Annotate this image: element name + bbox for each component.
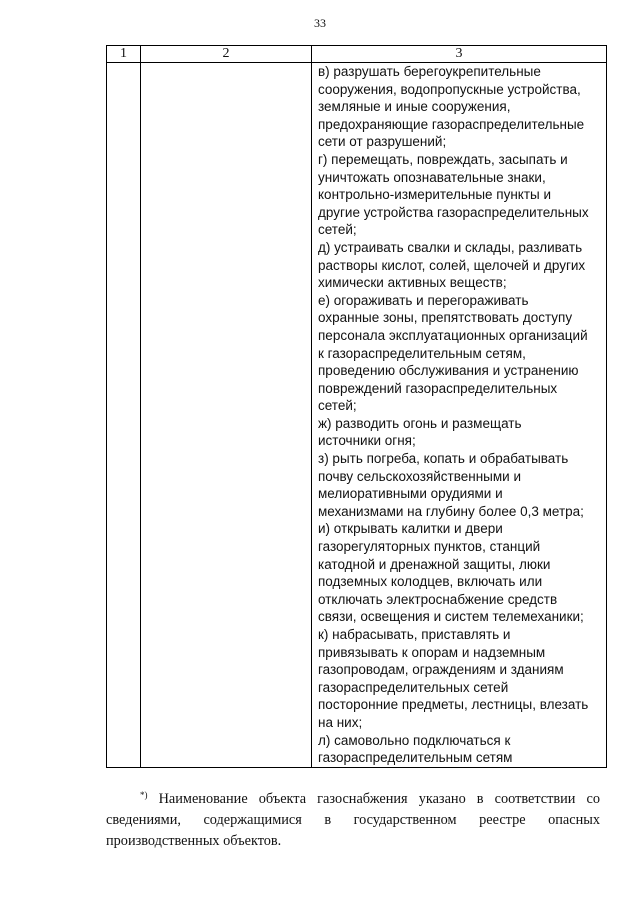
column-header-3: 3 bbox=[312, 46, 607, 63]
text-line: предохраняющие газораспределительные bbox=[318, 116, 585, 132]
column-header-2: 2 bbox=[141, 46, 312, 63]
table-header-row bbox=[107, 46, 607, 63]
text-line: мелиоративными орудиями и bbox=[318, 486, 503, 502]
column-header-1: 1 bbox=[107, 46, 141, 63]
table-cell-col1 bbox=[107, 63, 141, 768]
text-line: охранные зоны, препятствовать доступу bbox=[318, 310, 573, 326]
text-line: катодной и дренажной защиты, люки bbox=[318, 556, 551, 572]
text-line: д) устраивать свалки и склады, разливать bbox=[318, 239, 583, 255]
text-line: персонала эксплуатационных организаций bbox=[318, 327, 588, 343]
footnote-mark: *) bbox=[140, 790, 148, 800]
text-line: сети от разрушений; bbox=[318, 134, 447, 150]
text-line: химически активных веществ; bbox=[318, 275, 507, 291]
text-line: повреждений газораспределительных bbox=[318, 380, 558, 396]
text-line: отключать электроснабжение средств bbox=[318, 591, 558, 607]
text-line: г) перемещать, повреждать, засыпать и bbox=[318, 151, 568, 167]
text-line: з) рыть погреба, копать и обрабатывать bbox=[318, 451, 569, 467]
text-line: почву сельскохозяйственными и bbox=[318, 468, 522, 484]
text-line: подземных колодцев, включать или bbox=[318, 574, 543, 590]
footnote-text-line-3: производственных объектов. bbox=[106, 833, 282, 849]
text-line: сооружения, водопропускные устройства, bbox=[318, 81, 581, 97]
text-line: привязывать к опорам и надземным bbox=[318, 644, 546, 660]
text-line: растворы кислот, солей, щелочей и других bbox=[318, 257, 586, 273]
text-line: на них; bbox=[318, 714, 363, 730]
footnote bbox=[106, 785, 600, 852]
text-line: источники огня; bbox=[318, 433, 416, 449]
text-line: к) набрасывать, приставлять и bbox=[318, 627, 511, 642]
text-line: механизмами на глубину более 0,3 метра; bbox=[318, 503, 584, 519]
text-line: ж) разводить огонь и размещать bbox=[318, 415, 522, 431]
text-line: связи, освещения и систем телемеханики; bbox=[318, 609, 584, 625]
table-cell-col3 bbox=[312, 63, 607, 768]
table-row bbox=[107, 63, 607, 768]
footnote-text-line-2: сведениями, содержащимися в государственном реестре опасных bbox=[106, 812, 600, 828]
text-line: в) разрушать берегоукрепительные bbox=[318, 64, 541, 79]
text-line: е) огораживать и перегораживать bbox=[318, 292, 529, 308]
table-cell-col2 bbox=[141, 63, 312, 768]
footnote-text-line-1: Наименование объекта газоснабжения указано в соответствии со bbox=[158, 791, 601, 807]
text-line: и) открывать калитки и двери bbox=[318, 521, 503, 537]
text-line: контрольно-измерительные пункты и bbox=[318, 187, 552, 203]
text-line: сетей; bbox=[318, 398, 357, 414]
text-line: проведению обслуживания и устранению bbox=[318, 363, 579, 379]
text-line: к газораспределительным сетям, bbox=[318, 345, 526, 361]
text-line: л) самовольно подключаться к bbox=[318, 732, 511, 748]
page-number: 33 bbox=[314, 16, 326, 30]
text-line: уничтожать опознавательные знаки, bbox=[318, 169, 546, 185]
text-line: другие устройства газораспределительных bbox=[318, 204, 589, 220]
text-line: газопроводам, ограждениям и зданиям bbox=[318, 662, 564, 678]
text-line: газораспределительных сетей bbox=[318, 679, 509, 695]
text-line: посторонние предметы, лестницы, влезать bbox=[318, 697, 589, 713]
text-line: сетей; bbox=[318, 222, 357, 238]
text-line: газорегуляторных пунктов, станций bbox=[318, 539, 541, 555]
document-table bbox=[106, 45, 607, 768]
text-line: земляные и иные сооружения, bbox=[318, 99, 511, 115]
text-line: газораспределительным сетям bbox=[318, 750, 513, 766]
